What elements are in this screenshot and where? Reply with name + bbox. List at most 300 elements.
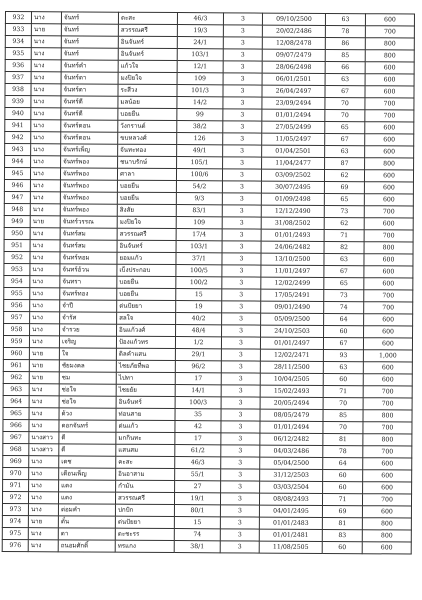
age-cell: 73 bbox=[324, 289, 364, 301]
house-number-cell: 37/1 bbox=[176, 253, 222, 265]
birth-date-cell: 09/01/2490 bbox=[261, 301, 324, 313]
age-cell: 62 bbox=[324, 169, 364, 181]
first-name-cell: จันทร์หอม bbox=[60, 252, 117, 264]
village-number-cell: 3 bbox=[222, 325, 261, 337]
first-name-cell: จันทร์อ้วน bbox=[60, 264, 117, 276]
amount-cell: 600 bbox=[365, 146, 414, 158]
village-number-cell: 3 bbox=[222, 265, 261, 277]
age-cell: 60 bbox=[323, 481, 363, 493]
row-number-cell: 972 bbox=[2, 491, 28, 503]
age-cell: 65 bbox=[324, 193, 364, 205]
last-name-cell: ต่นแก้ว bbox=[116, 420, 175, 432]
village-number-cell: 3 bbox=[223, 133, 262, 145]
age-cell: 67 bbox=[323, 337, 363, 349]
birth-date-cell: 12/02/2499 bbox=[261, 277, 324, 289]
last-name-cell: อินจันทร์ bbox=[118, 36, 177, 48]
birth-date-cell: 01/01/2481 bbox=[259, 529, 322, 541]
village-number-cell: 3 bbox=[223, 13, 262, 25]
age-cell: 70 bbox=[323, 421, 363, 433]
house-number-cell: 99 bbox=[177, 109, 223, 121]
first-name-cell: จันทร์ดี bbox=[61, 96, 118, 108]
age-cell: 93 bbox=[323, 349, 363, 361]
last-name-cell: มงปิยใจ bbox=[117, 216, 176, 228]
title-cell: นาย bbox=[31, 24, 61, 36]
last-name-cell: ต่นปัยยา bbox=[115, 516, 174, 528]
village-number-cell: 3 bbox=[221, 337, 260, 349]
village-number-cell: 3 bbox=[223, 145, 262, 157]
amount-cell: 600 bbox=[365, 62, 414, 74]
village-number-cell: 3 bbox=[222, 277, 261, 289]
first-name-cell: แดง bbox=[59, 480, 116, 492]
title-cell: นาง bbox=[30, 168, 60, 180]
first-name-cell: จันทร์ bbox=[61, 48, 118, 60]
house-number-cell: 48/4 bbox=[176, 325, 222, 337]
age-cell: 85 bbox=[325, 49, 365, 61]
amount-cell: 700 bbox=[364, 230, 413, 242]
birth-date-cell: 11/04/2477 bbox=[262, 157, 325, 169]
amount-cell: 700 bbox=[363, 422, 412, 434]
birth-date-cell: 01/01/2494 bbox=[260, 421, 323, 433]
house-number-cell: 100/2 bbox=[176, 277, 222, 289]
birth-date-cell: 23/09/2494 bbox=[262, 97, 325, 109]
age-cell: 87 bbox=[325, 157, 365, 169]
birth-date-cell: 04/03/2486 bbox=[260, 445, 323, 457]
last-name-cell: อินอาสาม bbox=[116, 468, 175, 480]
village-number-cell: 3 bbox=[221, 361, 260, 373]
birth-date-cell: 24/10/2503 bbox=[261, 325, 324, 337]
village-number-cell: 3 bbox=[222, 229, 261, 241]
house-number-cell: 17 bbox=[175, 373, 221, 385]
last-name-cell: สวรรณศรี bbox=[117, 228, 176, 240]
row-number-cell: 965 bbox=[3, 407, 29, 419]
age-cell: 63 bbox=[323, 361, 363, 373]
amount-cell: 800 bbox=[364, 242, 413, 254]
first-name-cell: จันทร์ bbox=[61, 12, 118, 24]
last-name-cell: อินจันทร์ bbox=[116, 396, 175, 408]
amount-cell: 600 bbox=[363, 458, 412, 470]
village-number-cell: 3 bbox=[223, 73, 262, 85]
birth-date-cell: 11/08/2505 bbox=[259, 541, 322, 553]
house-number-cell: 46/3 bbox=[177, 13, 223, 25]
age-cell: 63 bbox=[325, 145, 365, 157]
first-name-cell: ดี bbox=[59, 444, 116, 456]
birth-date-cell: 01/01/2497 bbox=[260, 337, 323, 349]
village-number-cell: 3 bbox=[222, 253, 261, 265]
amount-cell: 600 bbox=[364, 194, 413, 206]
amount-cell: 700 bbox=[365, 26, 414, 38]
title-cell: นาง bbox=[31, 144, 61, 156]
last-name-cell: ไปทา bbox=[116, 372, 175, 384]
birth-date-cell: 09/10/2500 bbox=[262, 13, 325, 25]
first-name-cell: ดอกจันทร์ bbox=[59, 420, 116, 432]
row-number-cell: 959 bbox=[3, 335, 29, 347]
title-cell: นาง bbox=[30, 228, 60, 240]
row-number-cell: 975 bbox=[2, 527, 28, 539]
last-name-cell: ทรแกง bbox=[115, 540, 174, 552]
first-name-cell: จำปี bbox=[60, 300, 117, 312]
house-number-cell: 19 bbox=[176, 301, 222, 313]
birth-date-cell: 27/05/2499 bbox=[262, 121, 325, 133]
first-name-cell: ถนอมศักดิ์ bbox=[58, 540, 115, 552]
village-number-cell: 3 bbox=[221, 373, 260, 385]
house-number-cell: 55/1 bbox=[175, 469, 221, 481]
last-name-cell: ไชยยัย bbox=[116, 384, 175, 396]
age-cell: 71 bbox=[324, 229, 364, 241]
age-cell: 66 bbox=[325, 61, 365, 73]
amount-cell: 600 bbox=[364, 314, 413, 326]
title-cell: นาง bbox=[30, 264, 60, 276]
row-number-cell: 950 bbox=[4, 227, 30, 239]
amount-cell: 600 bbox=[362, 542, 411, 554]
house-number-cell: 19/3 bbox=[177, 25, 223, 37]
age-cell: 83 bbox=[322, 529, 362, 541]
row-number-cell: 941 bbox=[5, 120, 31, 132]
amount-cell: 600 bbox=[363, 374, 412, 386]
last-name-cell: ปกปัก bbox=[115, 504, 174, 516]
age-cell: 69 bbox=[322, 505, 362, 517]
amount-cell: 600 bbox=[364, 278, 413, 290]
house-number-cell: 100/6 bbox=[176, 169, 222, 181]
village-number-cell: 3 bbox=[222, 313, 261, 325]
house-number-cell: 17/4 bbox=[176, 229, 222, 241]
village-number-cell: 3 bbox=[221, 481, 260, 493]
title-cell: นาง bbox=[30, 240, 60, 252]
last-name-cell: ระสีวง bbox=[118, 84, 177, 96]
row-number-cell: 944 bbox=[5, 156, 31, 168]
amount-cell: 600 bbox=[363, 338, 412, 350]
age-cell: 64 bbox=[324, 313, 364, 325]
village-number-cell: 3 bbox=[220, 541, 259, 553]
row-number-cell: 940 bbox=[5, 108, 31, 120]
birth-date-cell: 28/11/2500 bbox=[260, 361, 323, 373]
title-cell: นาย bbox=[29, 360, 59, 372]
birth-date-cell: 03/09/2502 bbox=[261, 169, 324, 181]
row-number-cell: 967 bbox=[3, 431, 29, 443]
birth-date-cell: 05/09/2500 bbox=[261, 313, 324, 325]
birth-date-cell: 20/05/2494 bbox=[260, 397, 323, 409]
age-cell: 63 bbox=[325, 73, 365, 85]
village-number-cell: 3 bbox=[221, 469, 260, 481]
birth-date-cell: 20/02/2486 bbox=[262, 25, 325, 37]
last-name-cell: แก้วใจ bbox=[118, 60, 177, 72]
last-name-cell: บอยยืน bbox=[117, 288, 176, 300]
last-name-cell: บอยยืน bbox=[117, 180, 176, 192]
house-number-cell: 35 bbox=[175, 409, 221, 421]
house-number-cell: 19/1 bbox=[174, 493, 220, 505]
last-name-cell: แสนสม bbox=[116, 444, 175, 456]
last-name-cell: ศาลา bbox=[117, 168, 176, 180]
title-cell: นาง bbox=[30, 192, 60, 204]
row-number-cell: 961 bbox=[3, 359, 29, 371]
amount-cell: 600 bbox=[364, 182, 413, 194]
birth-date-cell: 11/01/2497 bbox=[261, 265, 324, 277]
title-cell: นาง bbox=[29, 384, 59, 396]
village-number-cell: 3 bbox=[222, 301, 261, 313]
last-name-cell: สลใจ bbox=[117, 312, 176, 324]
row-number-cell: 946 bbox=[4, 179, 30, 191]
age-cell: 67 bbox=[325, 85, 365, 97]
village-number-cell: 3 bbox=[223, 109, 262, 121]
last-name-cell: บอยยืน bbox=[117, 276, 176, 288]
title-cell: นาง bbox=[28, 528, 58, 540]
amount-cell: 600 bbox=[364, 170, 413, 182]
age-cell: 86 bbox=[325, 37, 365, 49]
amount-cell: 800 bbox=[365, 50, 414, 62]
title-cell: นาง bbox=[31, 60, 61, 72]
row-number-cell: 936 bbox=[5, 60, 31, 72]
amount-cell: 700 bbox=[364, 206, 413, 218]
amount-cell: 800 bbox=[365, 158, 414, 170]
house-number-cell: 54/2 bbox=[176, 181, 222, 193]
village-number-cell: 3 bbox=[222, 169, 261, 181]
house-number-cell: 126 bbox=[177, 133, 223, 145]
last-name-cell: ดะสะ bbox=[118, 12, 177, 24]
last-name-cell: อินจันทร์ bbox=[117, 240, 176, 252]
amount-cell: 700 bbox=[363, 398, 412, 410]
row-number-cell: 932 bbox=[5, 12, 31, 24]
village-number-cell: 3 bbox=[221, 433, 260, 445]
village-number-cell: 3 bbox=[221, 397, 260, 409]
village-number-cell: 3 bbox=[223, 25, 262, 37]
title-cell: นาง bbox=[30, 276, 60, 288]
amount-cell: 600 bbox=[362, 506, 411, 518]
age-cell: 60 bbox=[324, 325, 364, 337]
age-cell: 81 bbox=[322, 517, 362, 529]
village-number-cell: 3 bbox=[223, 121, 262, 133]
birth-date-cell: 17/05/2491 bbox=[261, 289, 324, 301]
village-number-cell: 3 bbox=[222, 193, 261, 205]
title-cell: นาง bbox=[30, 252, 60, 264]
first-name-cell: จันทร์พอง bbox=[61, 156, 118, 168]
last-name-cell: ดิลคำแสน bbox=[116, 348, 175, 360]
title-cell: นาง bbox=[29, 468, 59, 480]
house-number-cell: 24/1 bbox=[177, 37, 223, 49]
row-number-cell: 933 bbox=[5, 24, 31, 36]
birth-date-cell: 30/07/2495 bbox=[261, 181, 324, 193]
row-number-cell: 955 bbox=[4, 287, 30, 299]
house-number-cell: 46/3 bbox=[175, 457, 221, 469]
row-number-cell: 938 bbox=[5, 84, 31, 96]
first-name-cell: จันทร์สม bbox=[60, 228, 117, 240]
house-number-cell: 96/2 bbox=[175, 361, 221, 373]
row-number-cell: 937 bbox=[5, 72, 31, 84]
first-name-cell: จำรัส bbox=[60, 312, 117, 324]
amount-cell: 800 bbox=[362, 518, 411, 530]
age-cell: 85 bbox=[323, 409, 363, 421]
age-cell: 63 bbox=[324, 253, 364, 265]
amount-cell: 700 bbox=[365, 110, 414, 122]
first-name-cell: จันทร์วรรณ bbox=[60, 216, 117, 228]
amount-cell: 600 bbox=[363, 362, 412, 374]
age-cell: 64 bbox=[323, 457, 363, 469]
birth-date-cell: 01/01/2493 bbox=[261, 229, 324, 241]
last-name-cell: อินแก้วงศ์ bbox=[117, 324, 176, 336]
first-name-cell: แดง bbox=[58, 492, 115, 504]
birth-date-cell: 24/06/2482 bbox=[261, 241, 324, 253]
birth-date-cell: 26/04/2497 bbox=[262, 85, 325, 97]
village-number-cell: 3 bbox=[221, 457, 260, 469]
first-name-cell: จันทร์เพ็ญ bbox=[61, 144, 118, 156]
title-cell: นาง bbox=[28, 540, 58, 552]
first-name-cell: ตา bbox=[58, 528, 115, 540]
age-cell: 60 bbox=[322, 541, 362, 553]
row-number-cell: 976 bbox=[2, 539, 28, 551]
amount-cell: 800 bbox=[363, 410, 412, 422]
last-name-cell: อินจันทร์ bbox=[118, 48, 177, 60]
title-cell: นาง bbox=[30, 180, 60, 192]
last-name-cell: ต่นปัยยา bbox=[117, 300, 176, 312]
row-number-cell: 947 bbox=[4, 191, 30, 203]
house-number-cell: 101/3 bbox=[177, 85, 223, 97]
row-number-cell: 971 bbox=[3, 479, 29, 491]
row-number-cell: 952 bbox=[4, 251, 30, 263]
title-cell: นาง bbox=[28, 492, 58, 504]
title-cell: นางสาว bbox=[29, 444, 59, 456]
first-name-cell: ชัยมงคล bbox=[59, 360, 116, 372]
amount-cell: 600 bbox=[365, 74, 414, 86]
village-number-cell: 3 bbox=[223, 157, 262, 169]
birth-date-cell: 08/05/2479 bbox=[260, 409, 323, 421]
row-number-cell: 934 bbox=[5, 36, 31, 48]
title-cell: นาง bbox=[29, 420, 59, 432]
last-name-cell: มกกินทะ bbox=[116, 432, 175, 444]
row-number-cell: 954 bbox=[4, 275, 30, 287]
village-number-cell: 3 bbox=[223, 49, 262, 61]
title-cell: นาง bbox=[31, 84, 61, 96]
amount-cell: 600 bbox=[363, 470, 412, 482]
age-cell: 63 bbox=[325, 13, 365, 25]
amount-cell: 700 bbox=[363, 386, 412, 398]
house-number-cell: 74 bbox=[174, 529, 220, 541]
last-name-cell: สวรรณศรี bbox=[118, 24, 177, 36]
title-cell: นาย bbox=[28, 516, 58, 528]
title-cell: นาง bbox=[31, 36, 61, 48]
village-number-cell: 3 bbox=[220, 505, 259, 517]
house-number-cell: 103/1 bbox=[177, 49, 223, 61]
amount-cell: 800 bbox=[363, 434, 412, 446]
row-number-cell: 957 bbox=[4, 311, 30, 323]
birth-date-cell: 06/12/2482 bbox=[260, 433, 323, 445]
age-cell: 67 bbox=[324, 265, 364, 277]
house-number-cell: 27 bbox=[175, 481, 221, 493]
title-cell: นาง bbox=[31, 156, 61, 168]
house-number-cell: 80/1 bbox=[174, 505, 220, 517]
village-number-cell: 3 bbox=[222, 241, 261, 253]
birth-date-cell: 01/04/2501 bbox=[262, 145, 325, 157]
first-name-cell: จันทร์พอง bbox=[60, 192, 117, 204]
last-name-cell: สิงสัย bbox=[117, 204, 176, 216]
village-number-cell: 3 bbox=[220, 493, 259, 505]
village-number-cell: 3 bbox=[223, 61, 262, 73]
birth-date-cell: 12/08/2478 bbox=[262, 37, 325, 49]
village-number-cell: 3 bbox=[221, 349, 260, 361]
house-number-cell: 40/2 bbox=[176, 313, 222, 325]
first-name-cell: ดี bbox=[59, 432, 116, 444]
first-name-cell: จันทรา bbox=[60, 276, 117, 288]
row-number-cell: 943 bbox=[5, 144, 31, 156]
title-cell: นาง bbox=[29, 456, 59, 468]
first-name-cell: จันทร์คำ bbox=[61, 60, 118, 72]
first-name-cell: ชม bbox=[59, 372, 116, 384]
title-cell: นาง bbox=[31, 108, 61, 120]
house-number-cell: 105/1 bbox=[177, 157, 223, 169]
last-name-cell: บอยยืน bbox=[118, 108, 177, 120]
first-name-cell: จันทร์พอง bbox=[60, 180, 117, 192]
birth-date-cell: 04/01/2495 bbox=[259, 505, 322, 517]
birth-date-cell: 31/12/2503 bbox=[260, 469, 323, 481]
house-number-cell: 49/1 bbox=[177, 145, 223, 157]
title-cell: นาง bbox=[30, 300, 60, 312]
age-cell: 82 bbox=[324, 241, 364, 253]
first-name-cell: ด้วง bbox=[59, 408, 116, 420]
birth-date-cell: 06/01/2501 bbox=[262, 73, 325, 85]
amount-cell: 600 bbox=[365, 14, 414, 26]
age-cell: 78 bbox=[323, 445, 363, 457]
age-cell: 65 bbox=[324, 277, 364, 289]
age-cell: 60 bbox=[323, 469, 363, 481]
house-number-cell: 38/1 bbox=[174, 541, 220, 553]
title-cell: นาง bbox=[31, 72, 61, 84]
amount-cell: 600 bbox=[363, 482, 412, 494]
title-cell: นาง bbox=[31, 120, 61, 132]
row-number-cell: 939 bbox=[5, 96, 31, 108]
row-number-cell: 973 bbox=[2, 503, 28, 515]
age-cell: 70 bbox=[323, 397, 363, 409]
birth-date-cell: 12/12/2490 bbox=[261, 205, 324, 217]
first-name-cell: จันทร์สม bbox=[60, 240, 117, 252]
house-number-cell: 15 bbox=[174, 517, 220, 529]
first-name-cell: จันทร์ดอน bbox=[61, 132, 118, 144]
birth-date-cell: 10/04/2505 bbox=[260, 373, 323, 385]
house-number-cell: 9/3 bbox=[176, 193, 222, 205]
first-name-cell: จันทร์ดา bbox=[61, 84, 118, 96]
title-cell: นาง bbox=[30, 312, 60, 324]
amount-cell: 600 bbox=[365, 134, 414, 146]
title-cell: นาย bbox=[29, 348, 59, 360]
birth-date-cell: 05/04/2500 bbox=[260, 457, 323, 469]
row-number-cell: 958 bbox=[4, 323, 30, 335]
row-number-cell: 945 bbox=[4, 168, 30, 180]
first-name-cell: จำรวย bbox=[60, 324, 117, 336]
title-cell: นาง bbox=[31, 96, 61, 108]
row-number-cell: 964 bbox=[3, 395, 29, 407]
last-name-cell: ป้องแก้วทร bbox=[116, 336, 175, 348]
village-number-cell: 3 bbox=[220, 529, 259, 541]
title-cell: นาง bbox=[31, 12, 61, 24]
row-number-cell: 956 bbox=[4, 299, 30, 311]
last-name-cell: เบ็งประกอบ bbox=[117, 264, 176, 276]
first-name-cell: จันทร์ตา bbox=[61, 72, 118, 84]
village-number-cell: 3 bbox=[223, 97, 262, 109]
first-name-cell: ช่อใจ bbox=[59, 396, 116, 408]
last-name-cell: มงปิยใจ bbox=[118, 72, 177, 84]
birth-date-cell: 15/02/2493 bbox=[260, 385, 323, 397]
title-cell: นาง bbox=[29, 408, 59, 420]
last-name-cell: มลน้อย bbox=[118, 96, 177, 108]
row-number-cell: 951 bbox=[4, 239, 30, 251]
title-cell: นาง bbox=[31, 132, 61, 144]
row-number-cell: 953 bbox=[4, 263, 30, 275]
village-number-cell: 3 bbox=[221, 421, 260, 433]
amount-cell: 600 bbox=[364, 326, 413, 338]
house-number-cell: 103/1 bbox=[176, 241, 222, 253]
house-number-cell: 14/2 bbox=[177, 97, 223, 109]
first-name-cell: จันทร์ดอน bbox=[61, 120, 118, 132]
title-cell: นาง bbox=[30, 204, 60, 216]
title-cell: นาย bbox=[30, 216, 60, 228]
age-cell: 65 bbox=[325, 121, 365, 133]
last-name-cell: ท่อนสาย bbox=[116, 408, 175, 420]
